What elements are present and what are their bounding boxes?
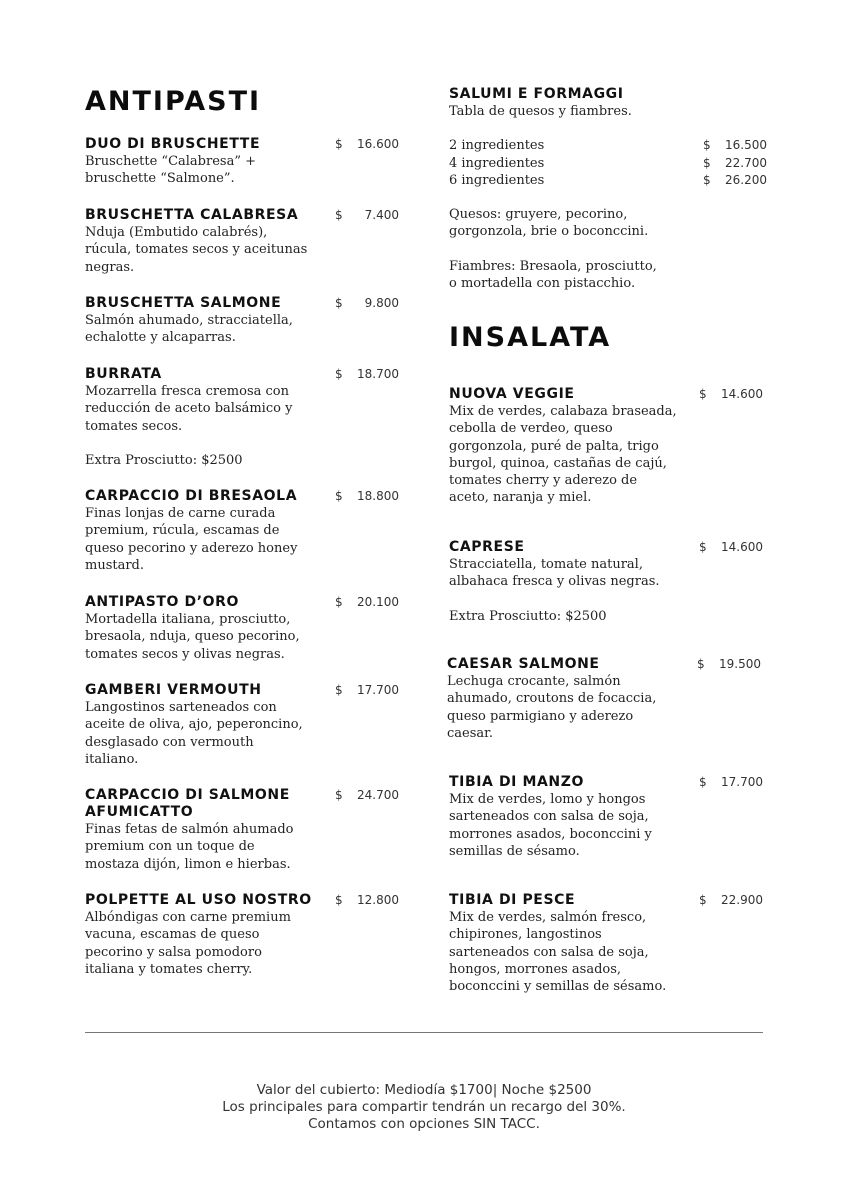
option-row [449,155,767,172]
option-label: 2 ingredientes [449,138,545,154]
item-description: Stracciatella, tomate natural, albahaca fresca y olivas negras. [449,557,660,590]
item-description: Albóndigas con carne premium vacuna, escamas de queso pecorino y salsa pomodoro italiana y tomates cherry. [85,910,291,977]
price-value: 9.800 [364,296,399,310]
item-name: BRUSCHETTA CALABRESA [85,207,299,223]
menu-item [447,656,765,742]
currency-symbol: $ [335,683,343,697]
item-description: Salmón ahumado, stracciatella, echalotte y alcaparras. [85,313,293,346]
menu-item [85,295,403,347]
menu-item [449,386,767,507]
currency-symbol: $ [335,137,343,151]
item-price [335,787,399,804]
item-description: Finas lonjas de carne curada premium, rúcula, escamas de queso pecorino y aderezo honey mustard. [85,506,298,573]
item-price [699,774,763,791]
currency-symbol: $ [699,540,707,554]
salumi-e-formaggi [449,86,767,292]
price-value: 18.800 [357,489,399,503]
item-price [335,366,399,383]
item-extra-note: Extra Prosciutto: $2500 [449,608,607,624]
price-value: 16.500 [725,138,767,153]
item-price [703,155,767,172]
item-description: Mortadella italiana, prosciutto, bresaola, nduja, queso pecorino, tomates secos y olivas negras. [85,612,300,662]
footer-notes [0,1082,848,1133]
item-price [335,488,399,505]
price-value: 17.700 [721,775,763,789]
menu-item [85,682,403,768]
item-price [703,137,767,154]
item-name: SALUMI E FORMAGGI [449,86,624,102]
item-name: TIBIA DI MANZO [449,774,584,790]
item-name: DUO DI BRUSCHETTE [85,136,261,152]
menu-item [449,774,767,860]
option-label: 6 ingredientes [449,172,545,188]
currency-symbol: $ [703,155,711,170]
price-value: 7.400 [364,208,399,222]
currency-symbol: $ [335,489,343,503]
item-price [703,172,767,189]
price-value: 14.600 [721,387,763,401]
currency-symbol: $ [335,788,343,802]
price-value: 16.600 [357,137,399,151]
option-row [449,172,767,189]
currency-symbol: $ [703,172,711,187]
currency-symbol: $ [703,138,711,153]
footer-cubierto: Valor del cubierto: Mediodía $1700| Noche $2500 [256,1082,592,1098]
menu-item [449,892,767,995]
item-description: Mix de verdes, calabaza braseada, cebolla de verdeo, queso gorgonzola, puré de palta, trigo burgol, quinoa, castañas de cajú, tomates cherry y aderezo de aceto, naranja y miel. [449,404,677,506]
item-name: CAESAR SALMONE [447,656,600,672]
item-name: TIBIA DI PESCE [449,892,576,908]
item-name: GAMBERI VERMOUTH [85,682,262,698]
item-price [335,136,399,153]
price-value: 20.100 [357,595,399,609]
item-price [335,682,399,699]
item-name: BRUSCHETTA SALMONE [85,295,282,311]
currency-symbol: $ [335,595,343,609]
item-description: Finas fetas de salmón ahumado premium con un toque de mostaza dijón, limon e hierbas. [85,822,294,872]
price-value: 12.800 [357,893,399,907]
item-description: Mozarrella fresca cremosa con reducción de aceto balsámico y tomates secos. [85,384,293,434]
option-list [449,137,767,189]
item-price [699,539,763,556]
price-value: 19.500 [719,657,761,671]
item-price [699,386,763,403]
currency-symbol: $ [335,296,343,310]
item-price [335,207,399,224]
item-price [335,594,399,611]
menu-item [85,136,403,188]
footer-sin-tacc: Contamos con opciones SIN TACC. [308,1116,540,1132]
footer-divider [85,1032,763,1033]
menu-item [85,594,403,663]
price-value: 18.700 [357,367,399,381]
menu-item [85,366,403,469]
item-price [335,892,399,909]
item-name: CARPACCIO DI BRESAOLA [85,488,298,504]
fiambres-note: Fiambres: Bresaola, prosciutto, o mortadella con pistacchio. [449,258,657,292]
section-title-antipasti: ANTIPASTI [85,86,262,117]
menu-item [85,207,403,276]
currency-symbol: $ [697,657,705,671]
item-name: ANTIPASTO D’ORO [85,594,240,610]
item-name: CAPRESE [449,539,525,555]
item-name: POLPETTE AL USO NOSTRO [85,892,312,908]
currency-symbol: $ [699,893,707,907]
currency-symbol: $ [699,387,707,401]
item-name: BURRATA [85,366,162,382]
currency-symbol: $ [699,775,707,789]
item-description: Bruschette “Calabresa” + bruschette “Salmone”. [85,154,257,187]
menu-item [85,787,403,873]
price-value: 26.200 [725,172,767,187]
price-value: 17.700 [357,683,399,697]
item-price [335,295,399,312]
item-name: NUOVA VEGGIE [449,386,575,402]
currency-symbol: $ [335,208,343,222]
currency-symbol: $ [335,367,343,381]
item-description: Langostinos sarteneados con aceite de oliva, ajo, peperoncino, desglasado con vermouth italiano. [85,700,303,767]
option-label: 4 ingredientes [449,155,545,171]
item-name: CARPACCIO DI SALMONE AFUMICATTO [85,787,290,820]
quesos-note: Quesos: gruyere, pecorino, gorgonzola, brie o boconccini. [449,207,649,240]
menu-item [449,539,767,625]
option-row [449,137,767,154]
price-value: 22.700 [725,155,767,170]
item-description: Lechuga crocante, salmón ahumado, croutons de focaccia, queso parmigiano y aderezo caesar. [447,674,657,741]
item-description: Nduja (Embutido calabrés), rúcula, tomates secos y aceitunas negras. [85,225,308,275]
price-value: 22.900 [721,893,763,907]
item-description: Mix de verdes, lomo y hongos sarteneados con salsa de soja, morrones asados, boconccini y semillas de sésamo. [449,792,652,859]
item-extra-note: Extra Prosciutto: $2500 [85,452,243,468]
item-price [697,656,761,673]
section-title-insalata: INSALATA [449,322,612,353]
menu-item [85,488,403,574]
menu-item [85,892,403,978]
currency-symbol: $ [335,893,343,907]
footer-recargo: Los principales para compartir tendrán un recargo del 30%. [222,1099,626,1115]
item-description: Mix de verdes, salmón fresco, chipirones, langostinos sarteneados con salsa de soja, hongos, morrones asados, boconccini y semillas de sésamo. [449,910,667,995]
price-value: 24.700 [357,788,399,802]
item-price [699,892,763,909]
item-subtitle: Tabla de quesos y fiambres. [449,104,632,119]
price-value: 14.600 [721,540,763,554]
